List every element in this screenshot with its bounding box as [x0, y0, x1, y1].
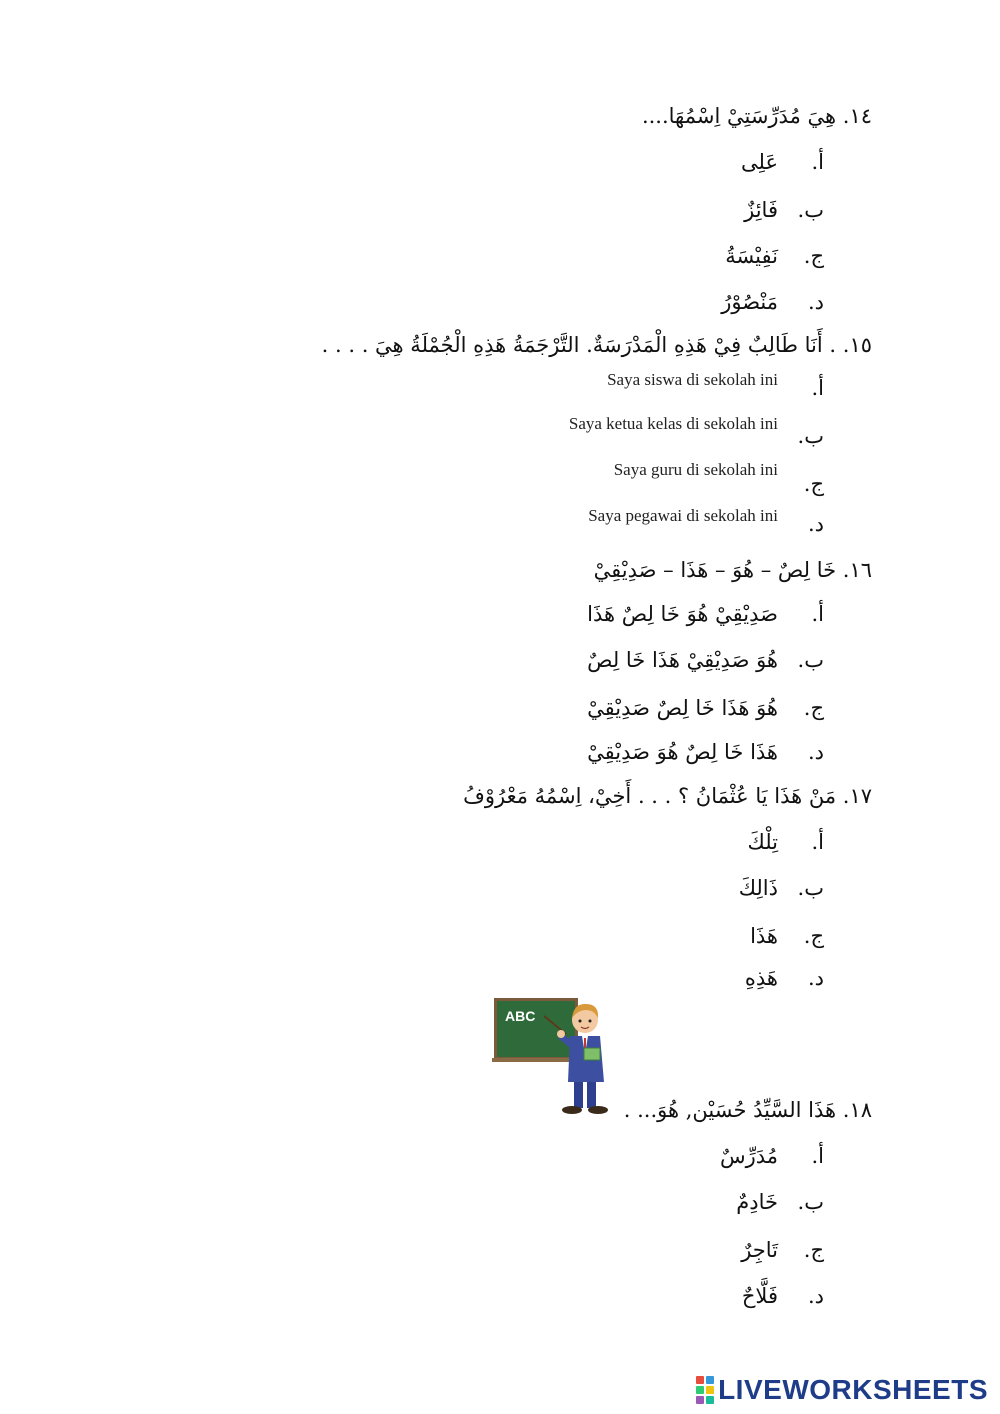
- teacher-illustration: [492, 994, 622, 1120]
- q17-option-b-letter: ب.: [797, 876, 824, 900]
- question-15-stem: ١٥. . أَنَا طَالِبٌ فِيْ هَذِهِ الْمَدْرَسَةٌ. التَّرْجَمَةُ هَذِهِ الْجُمْلَةُ هِيَ . . . .: [321, 333, 872, 357]
- q18-option-c-letter: ج.: [803, 1238, 824, 1262]
- q15-option-b-letter: ب.: [797, 424, 824, 448]
- q17-option-a-letter: أ.: [811, 830, 824, 854]
- q15-option-c-text[interactable]: Saya guru di sekolah ini: [613, 460, 778, 479]
- q15-option-d-letter: د.: [807, 512, 824, 536]
- q14-option-a-text[interactable]: عَلِى: [741, 150, 778, 174]
- q17-option-d-text[interactable]: هَذِهِ: [744, 966, 778, 990]
- q16-option-d-text[interactable]: هَذَا خَا لِصٌ هُوَ صَدِيْقِيْ: [587, 740, 778, 764]
- q14-option-d-letter: د.: [807, 290, 824, 314]
- q17-option-a-text[interactable]: تِلْكَ: [747, 830, 778, 854]
- liveworksheets-logo[interactable]: [696, 1374, 988, 1406]
- question-14-stem: ١٤. هِيَ مُدَرِّسَتِيْ اِسْمُهَا....: [641, 104, 872, 128]
- q16-option-c-letter: ج.: [803, 696, 824, 720]
- q18-option-b-text[interactable]: خَادِمٌ: [736, 1190, 778, 1214]
- q17-option-b-text[interactable]: ذَالِكَ: [738, 876, 778, 900]
- q14-option-c-text[interactable]: نَفِيْسَةُ: [725, 244, 778, 268]
- logo-text: LIVEWORKSHEETS: [718, 1374, 988, 1405]
- q16-option-c-text[interactable]: هُوَ هَذَا خَا لِصٌ صَدِيْقِيْ: [587, 696, 778, 720]
- q18-option-d-letter: د.: [807, 1284, 824, 1308]
- chalkboard: [492, 998, 580, 1062]
- q17-option-c-letter: ج.: [803, 924, 824, 948]
- q18-option-a-text[interactable]: مُدَرِّسٌ: [719, 1144, 778, 1168]
- q15-option-b-text[interactable]: Saya ketua kelas di sekolah ini: [568, 414, 778, 433]
- q14-option-b-letter: ب.: [797, 198, 824, 222]
- chalkboard-text: ABC: [505, 1008, 536, 1024]
- q16-option-b-text[interactable]: هُوَ صَدِيْقِيْ هَذَا خَا لِصٌ: [587, 648, 778, 672]
- logo-blocks-icon: [696, 1376, 714, 1404]
- q15-option-c-letter: ج.: [803, 472, 824, 496]
- q16-option-a-text[interactable]: صَدِيْقِيْ هُوَ خَا لِصٌ هَذَا: [587, 602, 778, 626]
- q17-option-c-text[interactable]: هَذَا: [750, 924, 778, 948]
- q15-option-d-text[interactable]: Saya pegawai di sekolah ini: [588, 506, 778, 525]
- question-16-stem: ١٦. خَا لِصٌ – هُوَ – هَذَا – صَدِيْقِيْ: [593, 558, 872, 582]
- q14-option-c-letter: ج.: [803, 244, 824, 268]
- q16-option-a-letter: أ.: [811, 602, 824, 626]
- question-17-stem: ١٧. مَنْ هَذَا يَا عُثْمَانُ ؟ . . . أَخِيْ، اِسْمُهُ مَعْرُوْفُ: [463, 784, 872, 808]
- q17-option-d-letter: د.: [807, 966, 824, 990]
- q18-option-c-text[interactable]: تَاجِرٌ: [741, 1238, 778, 1262]
- q18-option-b-letter: ب.: [797, 1190, 824, 1214]
- q14-option-d-text[interactable]: مَنْصُوْرُ: [721, 290, 778, 314]
- question-18-stem: ١٨. هَذَا السَّيِّدُ حُسَيْن, هُوَ... .: [623, 1098, 872, 1122]
- q14-option-b-text[interactable]: فَائِزٌ: [744, 198, 778, 222]
- q18-option-a-letter: أ.: [811, 1144, 824, 1168]
- q16-option-d-letter: د.: [807, 740, 824, 764]
- q14-option-a-letter: أ.: [811, 150, 824, 174]
- q15-option-a-text[interactable]: Saya siswa di sekolah ini: [607, 370, 778, 389]
- q18-option-d-text[interactable]: فَلَّاحٌ: [741, 1284, 778, 1308]
- q16-option-b-letter: ب.: [797, 648, 824, 672]
- q15-option-a-letter: أ.: [811, 376, 824, 400]
